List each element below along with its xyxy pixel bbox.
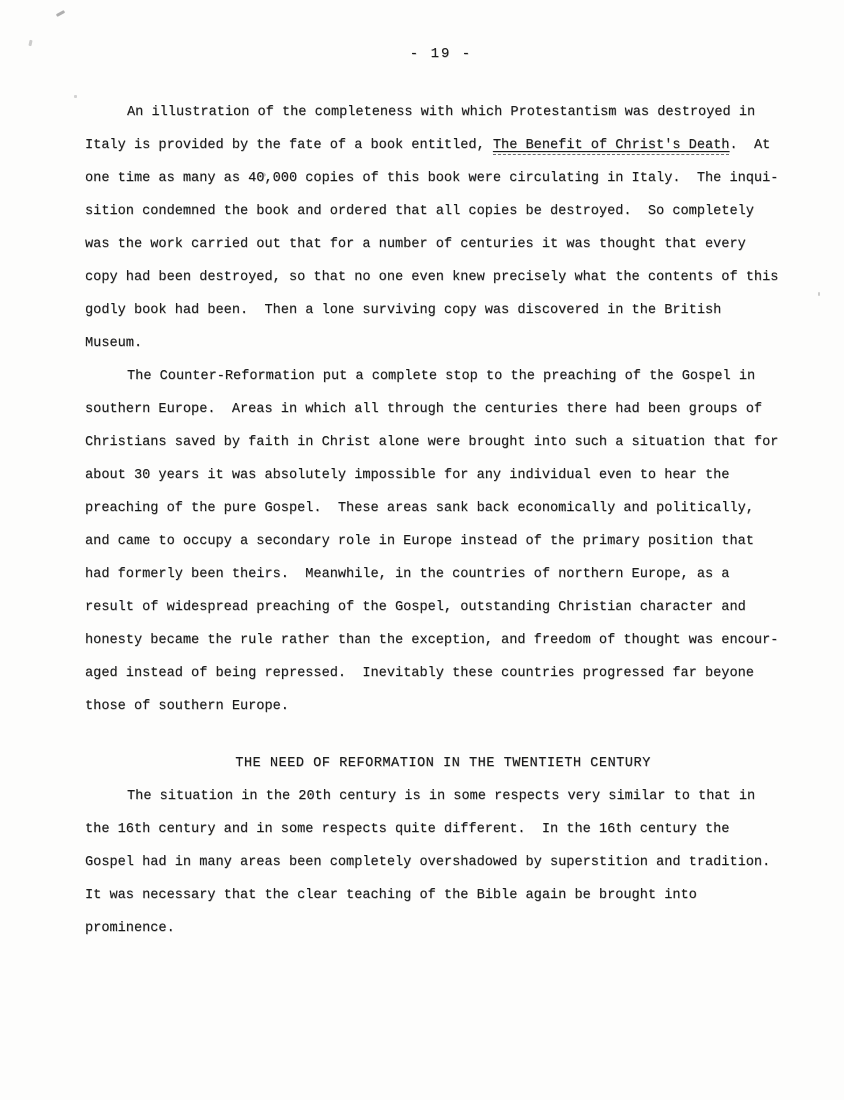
- paragraph3-line: the 16th century and in some respects quite different. In the 16th century the: [85, 822, 730, 837]
- paragraph1-line: sition condemned the book and ordered that all copies be destroyed. So completely: [85, 204, 754, 219]
- text-segment: . At: [729, 138, 771, 153]
- paragraph2-line: The Counter-Reformation put a complete stop to the preaching of the Gospel in: [127, 369, 756, 384]
- paragraph2-line: had formerly been theirs. Meanwhile, in the countries of northern Europe, as a: [85, 567, 730, 582]
- paragraph1-line: [85, 129, 801, 162]
- book-title-underlined: The Benefit of Christ's Death: [492, 138, 730, 153]
- paragraph3-line: The situation in the 20th century is in some respects very similar to that in: [127, 789, 756, 804]
- paragraph2-line: Christians saved by faith in Christ alone were brought into such a situation that for: [85, 435, 779, 450]
- paragraph2-line: and came to occupy a secondary role in Europe instead of the primary position that: [85, 534, 754, 549]
- paragraph2-line: aged instead of being repressed. Inevitably these countries progressed far beyone: [85, 666, 754, 681]
- scan-speck: [56, 10, 65, 17]
- paragraph2-line: about 30 years it was absolutely impossible for any individual even to hear the: [85, 468, 730, 483]
- paragraph2-line: southern Europe. Areas in which all through the centuries there had been groups of: [85, 402, 763, 417]
- scan-speck: [28, 40, 32, 46]
- paragraph1-line: An illustration of the completeness with which Protestantism was destroyed in: [127, 105, 756, 120]
- page-number: - 19 -: [409, 46, 473, 62]
- paragraph2-line: those of southern Europe.: [85, 699, 289, 714]
- document-body: [85, 96, 801, 945]
- scan-speck: [818, 292, 820, 296]
- paragraph3-line: prominence.: [85, 921, 175, 936]
- paragraph2-line: honesty became the rule rather than the exception, and freedom of thought was encour-: [85, 633, 779, 648]
- paragraph1-line: Museum.: [85, 336, 143, 351]
- paragraph1-line: was the work carried out that for a number of centuries it was thought that every: [85, 237, 746, 252]
- paragraph1-line: one time as many as 40,000 copies of this book were circulating in Italy. The inqui-: [85, 171, 779, 186]
- text-segment: Italy is provided by the fate of a book entitled,: [85, 138, 493, 153]
- paragraph2-line: result of widespread preaching of the Gospel, outstanding Christian character and: [85, 600, 746, 615]
- paragraph2-line: preaching of the pure Gospel. These areas sank back economically and politically,: [85, 501, 754, 516]
- section-heading: THE NEED OF REFORMATION IN THE TWENTIETH CENTURY: [235, 756, 651, 771]
- paragraph1-line: copy had been destroyed, so that no one even knew precisely what the contents of this: [85, 270, 779, 285]
- paragraph1-line: godly book had been. Then a lone surviving copy was discovered in the British: [85, 303, 722, 318]
- scan-speck: [74, 95, 77, 98]
- paragraph3-line: It was necessary that the clear teaching of the Bible again be brought into: [85, 888, 697, 903]
- paragraph3-line: Gospel had in many areas been completely overshadowed by superstition and tradition.: [85, 855, 771, 870]
